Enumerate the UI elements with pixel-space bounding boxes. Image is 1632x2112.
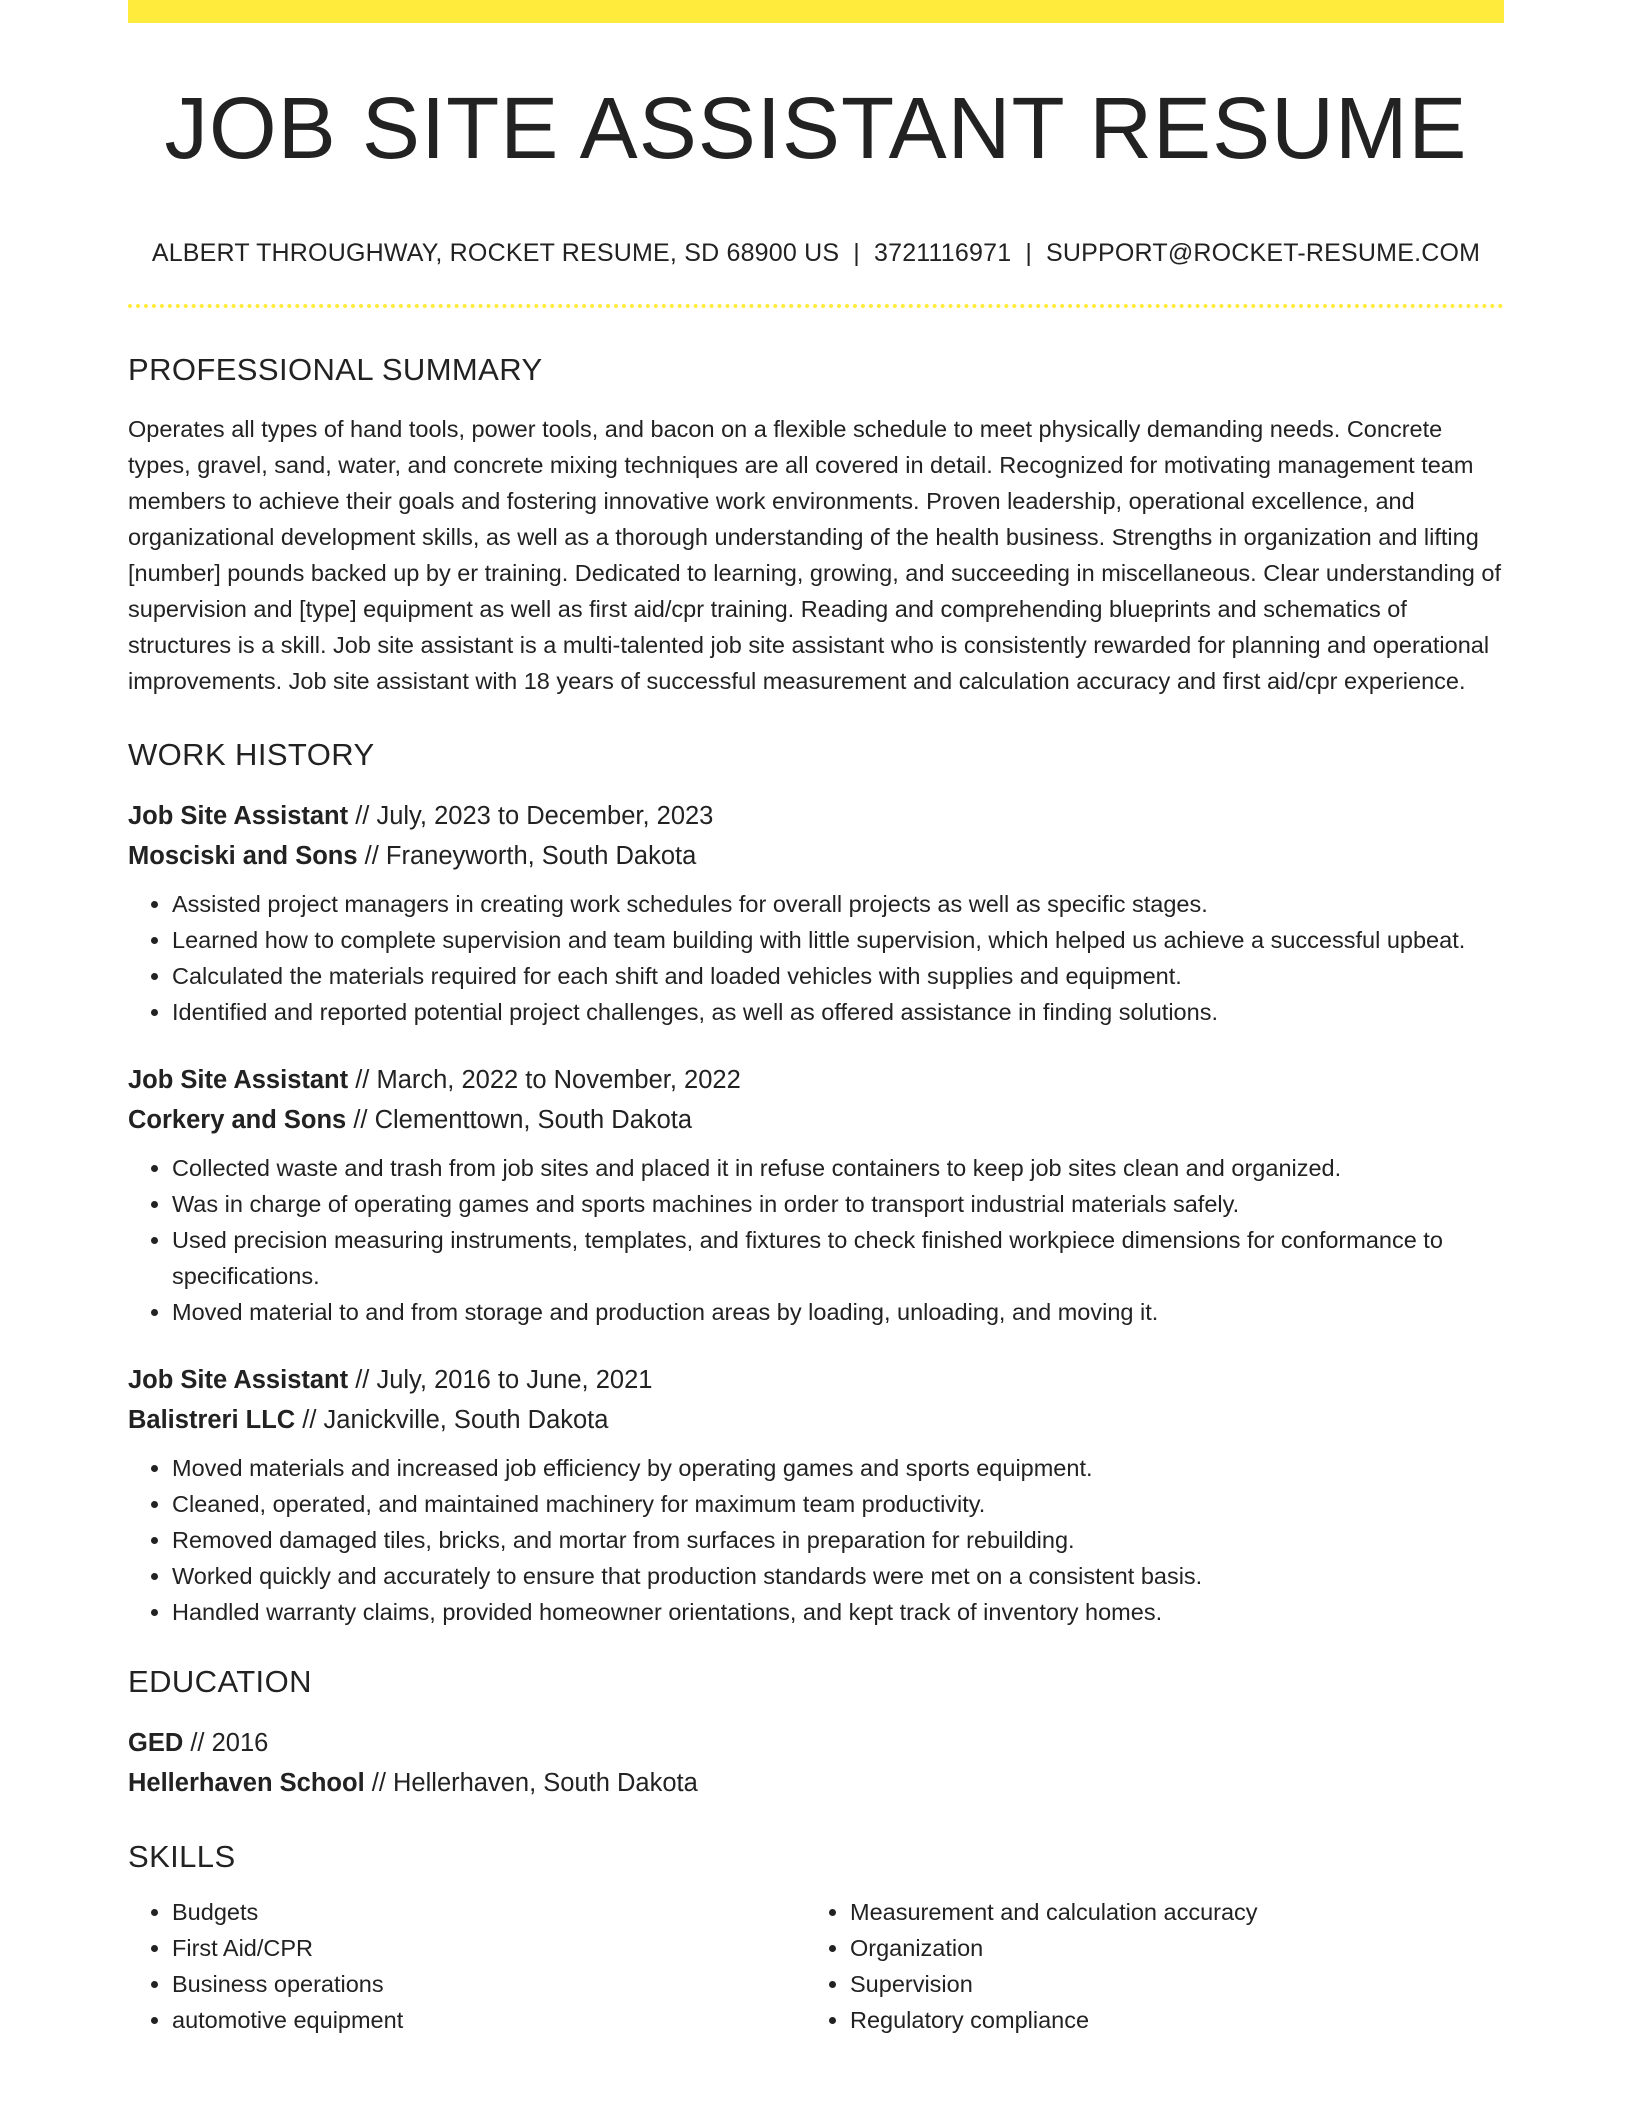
skill-item: • Measurement and calculation accuracy xyxy=(850,1894,1484,1930)
job-bullet: • Worked quickly and accurately to ensure that production standards were met on a consistent basis. xyxy=(172,1558,1504,1594)
job-dates: // July, 2016 to June, 2021 xyxy=(348,1366,653,1394)
skills-heading: SKILLS xyxy=(128,1839,236,1874)
contact-phone: 3721116971 xyxy=(873,239,1012,267)
job-title: Job Site Assistant xyxy=(128,802,349,830)
job-bullet: • Moved materials and increased job efficiency by operating games and sports equipment. xyxy=(172,1450,1504,1486)
job-bullet: • Cleaned, operated, and maintained machinery for maximum team productivity. xyxy=(172,1486,1504,1522)
job-company-line xyxy=(128,836,1504,876)
summary-heading: PROFESSIONAL SUMMARY xyxy=(128,352,543,387)
skill-item: • Organization xyxy=(850,1930,1484,1966)
education-entry xyxy=(128,1723,1504,1803)
job-entry xyxy=(128,1360,1504,1630)
resume-page xyxy=(128,0,1504,2038)
top-accent-bar xyxy=(128,0,1504,23)
skills-grid xyxy=(128,1894,1504,2038)
job-bullet: • Was in charge of operating games and sports machines in order to transport industrial materials safely. xyxy=(172,1186,1504,1222)
job-entry xyxy=(128,796,1504,1030)
summary-text: Operates all types of hand tools, power tools, and bacon on a flexible schedule to meet physically demanding needs. Concrete types, gravel, sand, water, and concrete mixing techniques are all covered in detail. Recognized for motivating management team members to achieve their goals and fostering innovative work environments. Proven leadership, operational excellence, and organizational development skills, as well as a thorough understanding of the health business. Strengths in organization and lifting [number] pounds backed up by er training. Dedicated to learning, growing, and succeeding in miscellaneous. Clear understanding of supervision and [type] equipment as well as first aid/cpr training. Reading and comprehending blueprints and schematics of structures is a skill. Job site assistant is a multi-talented job site assistant who is consistently rewarded for planning and operational improvements. Job site assistant with 18 years of successful measurement and calculation accuracy and first aid/cpr experience. xyxy=(128,416,1501,694)
job-company-line xyxy=(128,1400,1504,1440)
education-school-line xyxy=(128,1763,1504,1803)
education-year: // 2016 xyxy=(183,1729,269,1757)
job-title: Job Site Assistant xyxy=(128,1366,349,1394)
job-bullet: • Collected waste and trash from job sites and placed it in refuse containers to keep job sites clean and organized. xyxy=(172,1150,1504,1186)
education-degree: GED xyxy=(128,1729,184,1757)
skills-list-left xyxy=(128,1894,806,2038)
job-company: Corkery and Sons xyxy=(128,1106,347,1134)
job-bullet: • Removed damaged tiles, bricks, and mortar from surfaces in preparation for rebuilding. xyxy=(172,1522,1504,1558)
job-bullet: • Calculated the materials required for each shift and loaded vehicles with supplies and equipment. xyxy=(172,958,1504,994)
contact-email: SUPPORT@ROCKET-RESUME.COM xyxy=(1046,239,1481,267)
skills-list-right xyxy=(806,1894,1484,2038)
skill-item: • Regulatory compliance xyxy=(850,2002,1484,2038)
job-company-line xyxy=(128,1100,1504,1140)
education-location: // Hellerhaven, South Dakota xyxy=(364,1769,698,1797)
job-bullets xyxy=(128,886,1504,1030)
job-dates: // March, 2022 to November, 2022 xyxy=(348,1066,741,1094)
job-title-line xyxy=(128,1060,1504,1100)
education-degree-line xyxy=(128,1723,1504,1763)
skill-item: • Budgets xyxy=(172,1894,806,1930)
job-location: // Janickville, South Dakota xyxy=(295,1406,609,1434)
contact-separator: | xyxy=(853,239,860,267)
job-company: Mosciski and Sons xyxy=(128,842,358,870)
job-bullet: • Used precision measuring instruments, templates, and fixtures to check finished workpiece dimensions for conformance to specifications. xyxy=(172,1222,1504,1294)
job-title-line xyxy=(128,1360,1504,1400)
job-bullet: • Moved material to and from storage and production areas by loading, unloading, and moving it. xyxy=(172,1294,1504,1330)
job-company: Balistreri LLC xyxy=(128,1406,296,1434)
job-dates: // July, 2023 to December, 2023 xyxy=(348,802,714,830)
contact-separator: | xyxy=(1025,239,1033,267)
job-bullets xyxy=(128,1150,1504,1330)
page-title: JOB SITE ASSISTANT RESUME xyxy=(164,80,1468,177)
job-bullet: • Identified and reported potential project challenges, as well as offered assistance in finding solutions. xyxy=(172,994,1504,1030)
job-bullet: • Assisted project managers in creating work schedules for overall projects as well as specific stages. xyxy=(172,886,1504,922)
contact-line xyxy=(128,239,1504,268)
job-bullet: • Handled warranty claims, provided homeowner orientations, and kept track of inventory homes. xyxy=(172,1594,1504,1630)
work-history-heading: WORK HISTORY xyxy=(128,737,375,772)
education-school: Hellerhaven School xyxy=(128,1769,365,1797)
job-location: // Clementtown, South Dakota xyxy=(346,1106,693,1134)
contact-address: ALBERT THROUGHWAY, ROCKET RESUME, SD 68900 US xyxy=(151,239,840,267)
job-title-line xyxy=(128,796,1504,836)
skill-item: • First Aid/CPR xyxy=(172,1930,806,1966)
skill-item: • automotive equipment xyxy=(172,2002,806,2038)
job-location: // Franeyworth, South Dakota xyxy=(357,842,697,870)
job-bullets xyxy=(128,1450,1504,1630)
job-bullet: • Learned how to complete supervision and team building with little supervision, which helped us achieve a successful upbeat. xyxy=(172,922,1504,958)
skill-item: • Business operations xyxy=(172,1966,806,2002)
header-divider xyxy=(128,304,1504,308)
job-title: Job Site Assistant xyxy=(128,1066,349,1094)
skill-item: • Supervision xyxy=(850,1966,1484,2002)
education-heading: EDUCATION xyxy=(128,1664,312,1699)
job-entry xyxy=(128,1060,1504,1330)
